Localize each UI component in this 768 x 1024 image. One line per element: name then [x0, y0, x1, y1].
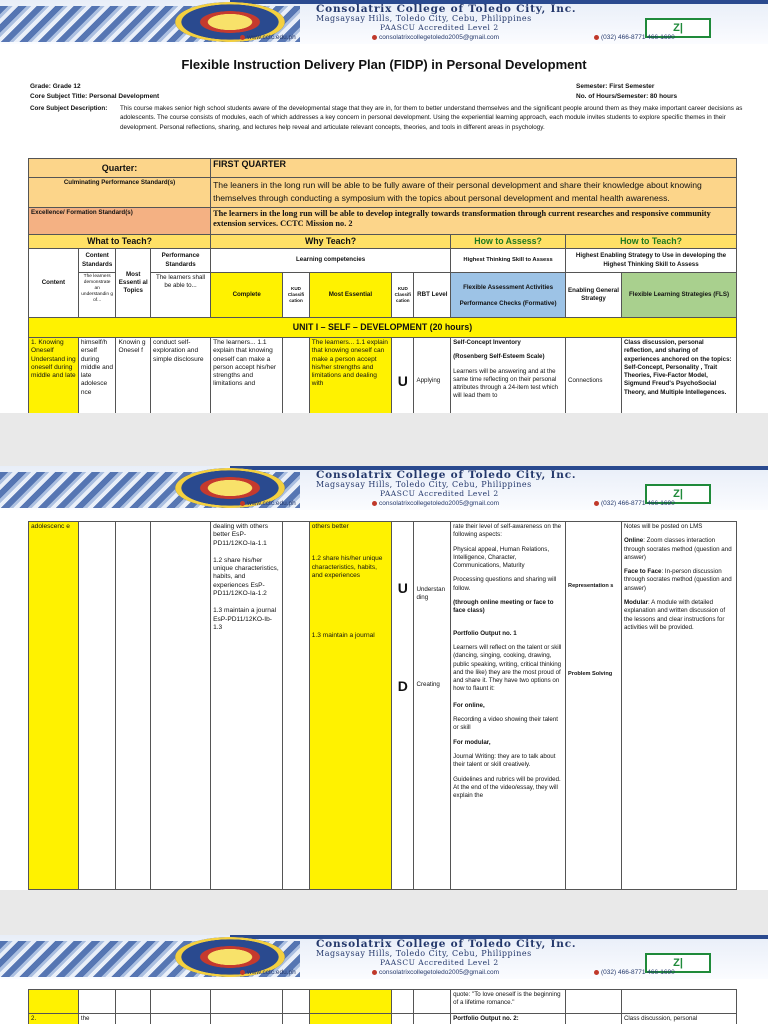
- row2-pc-3: Processing questions and sharing will follow.: [453, 576, 557, 592]
- col-content: Content: [29, 249, 79, 318]
- col-performance-standards: Performance Standards: [151, 249, 211, 273]
- col-content-standards: Content Standards: [78, 249, 116, 273]
- efs-value: The learners in the long run will be able to develop integrally towards transformation through current researches and responsive community extension services. CCTC Mission no. 2: [211, 208, 737, 235]
- row1-most-essential: The learners... 1.1 explain that knowing oneself can make a person accept his/her strengths and limitations and dealing with: [309, 338, 391, 414]
- email: consolatrixcollegetoledo2005@gmail.com: [379, 969, 500, 976]
- row1-most-essential-topics: Knowin g Onesel f: [116, 338, 151, 414]
- mail-icon: [372, 35, 377, 40]
- row2-pc-4: (through online meeting or face to face class): [453, 599, 554, 615]
- row1-performance-standards: conduct self-exploration and simple disclosure: [151, 338, 211, 414]
- website: www.cctc.edu.ph: [247, 34, 296, 41]
- col-most-essential: Most Essential: [309, 273, 391, 318]
- page-3: [0, 935, 768, 1024]
- core-subject-description: [30, 104, 746, 131]
- row2-essential-1-2: 1.2 share his/her unique characteristics, habits, and experiences: [311, 555, 383, 579]
- row2-fls-face-to-face: Face to Face: [623, 568, 662, 576]
- row2-fls-modular: Modular: [623, 599, 649, 607]
- performance-note: The learners shall be able to...: [151, 273, 211, 318]
- row1-rbt: Applying: [414, 338, 451, 414]
- col-flexible-assessment: Flexible Assessment Activities: [463, 283, 554, 291]
- row2-pc-7: For online,: [453, 701, 485, 709]
- row3-pc-quote: quote: "To love oneself is the beginning of a lifetime romance.": [451, 990, 566, 1014]
- web-icon: [240, 35, 245, 40]
- institution-name: Consolatrix College of Toledo City, Inc.: [316, 938, 577, 950]
- row2-rbt-creating: Creating: [416, 680, 440, 688]
- col-complete: Complete: [211, 273, 283, 318]
- page-2: [0, 466, 768, 890]
- row1-pc-sub: (Rosenberg Self-Esteem Scale): [453, 353, 545, 361]
- unit-header: UNIT I – SELF – DEVELOPMENT (20 hours): [29, 318, 737, 338]
- row1-content-standards: himself/h erself during middle and late adolesce nce: [78, 338, 116, 414]
- mail-icon: [372, 501, 377, 506]
- row2-complete-1-2: 1.2 share his/her unique characteristics, habits, and experiences EsP-PD11/12KO-Ia-1.2: [213, 556, 279, 598]
- page-1: [0, 0, 768, 413]
- document-title: Flexible Instruction Delivery Plan (FIDP) in Personal Development: [181, 57, 587, 72]
- row2-rbt-understanding: Understan ding: [416, 586, 446, 602]
- row2-pc-5: Portfolio Output no. 1: [453, 629, 517, 637]
- letterhead: [0, 935, 768, 979]
- row1-kud: U: [392, 338, 414, 414]
- paascu-logo-icon: Z|: [645, 484, 711, 504]
- email: consolatrixcollegetoledo2005@gmail.com: [379, 500, 500, 507]
- hours: No. of Hours/Semester: 80 hours: [576, 93, 678, 100]
- paascu-logo-icon: Z|: [645, 18, 711, 38]
- phone-icon: [594, 501, 599, 506]
- fidp-table-page-2: adolescenc e dealing with others better EsP-PD11/12KO-Ia-1.1 1.2 share his/her unique characteristics, habits, and experiences EsP-PD11/12KO-Ia-1.2 1.3 maintain a journal EsP-PD11/12KO-Ib-1.3 others better 1.2 share his/her unique characteristics, habits, and experiences 1.3 maintain a journal U D Understan ding Creating rate their level of self-awareness on the following aspects: Physical appeal, Human Relations, Intelligence, Character, Communications, Maturity Processing questions and sharing will follow. (through online meeting or face to face class) Portfolio Output no. 1 Learners will reflect on the talent or skill (dancing, singing, cooking, drawing, public speaking, writing, critical thinking and the like) they are the most proud of and share it. They have two options on how to flaunt it: For online, Recording a video showing their talent or skill For modular, Journal Writing: they are to talk about their talent or skill creatively. Guidelines and rubrics will be provided. At the end of the video/essay, they will explain the Representation s Problem Solving Notes will be posted on LMS Online: Zoom classes interaction through socrates method (question and answer) Face to Face: In-person discussion through socrates method (question and answer) Modular: A module with detailed explanation and written discussion of the lessons and clear instructions for activities will be provided.: [28, 521, 737, 890]
- row2-egs-problem-solving: Problem Solving: [568, 671, 613, 678]
- efs-label: Excellence/ Formation Standard(s): [29, 208, 211, 235]
- row2-pc-9: For modular,: [453, 738, 491, 746]
- accreditation: PAASCU Accredited Level 2: [380, 489, 499, 498]
- content-standards-note: The learners demonstrate an understandin g of...: [78, 273, 116, 318]
- row2-fls-1: Notes will be posted on LMS: [623, 523, 703, 530]
- row1-complete: The learners... 1.1 explain that knowing oneself can make a person accept his/her strengths and limitations and: [211, 338, 283, 414]
- institution-address: Magsaysay Hills, Toledo City, Cebu, Philippines: [316, 480, 532, 489]
- row3-fls: Class discussion, personal: [621, 1014, 736, 1024]
- col-fls: Flexible Learning Strategies (FLS): [621, 273, 736, 318]
- row2-pc-6: Learners will reflect on the talent or skill (dancing, singing, cooking, drawing, public speaking, writing, critical thinking and the like) they are the most proud of and share it. They have two options on how to flaunt it:: [453, 643, 562, 693]
- phone: (032) 466-8771 466-1690: [601, 969, 675, 976]
- row3-content-standards: the: [78, 1014, 116, 1024]
- row1-egs: Connections: [566, 338, 622, 414]
- col-most-essential-topics: Most Essenti al Topics: [116, 249, 151, 318]
- fidp-table-page-1: [28, 158, 737, 413]
- col-kud-2: KUD Classifi cation: [392, 273, 414, 318]
- row2-fls-online: Online: [623, 537, 644, 545]
- row1-pc-title: Self-Concept Inventory: [453, 339, 521, 346]
- phone-icon: [594, 35, 599, 40]
- row2-kud-u: U: [397, 580, 408, 596]
- phone-icon: [594, 970, 599, 975]
- how-to-teach: How to Teach?: [566, 235, 737, 249]
- web-icon: [240, 970, 245, 975]
- row1-fls: Class discussion, personal reflection, and sharing of experiences anchored on the topics: Self-Concept, Personality , Trait Theories, Five-Factor Model, Sigmund Freud's PsychoSocial Theory, and Multiple Intellegences.: [621, 338, 736, 414]
- mail-icon: [372, 970, 377, 975]
- how-to-assess: How to Assess?: [451, 235, 566, 249]
- cps-value: The leaners in the long run will be able to be fully aware of their personal development and share their knowledge about knowing themselves through conducting a symposium with the topics about personal development and mental health awareness.: [211, 178, 737, 208]
- row2-pc-2: Physical appeal, Human Relations, Intelligence, Character, Communications, Maturity: [453, 545, 550, 570]
- row3-pc-title: Portfolio Output no. 2:: [451, 1014, 566, 1024]
- col-kud-1: KUD Classifi cation: [283, 273, 309, 318]
- grade: Grade: Grade 12: [30, 83, 81, 90]
- row1-content: 1. Knowing Oneself Understand ing oneself during middle and late: [29, 338, 79, 414]
- row2-pc-8: Recording a video showing their talent or skill: [453, 716, 559, 732]
- paascu-logo-icon: Z|: [645, 953, 711, 973]
- institution-address: Magsaysay Hills, Toledo City, Cebu, Philippines: [316, 949, 532, 958]
- col-hts: Highest Thinking Skill to Assess: [451, 249, 566, 273]
- col-performance-checks: Performance Checks (Formative): [459, 300, 557, 307]
- row2-kud-d: D: [397, 678, 408, 695]
- row2-pc-11: Guidelines and rubrics will be provided. At the end of the video/essay, they will explain the: [453, 775, 561, 800]
- letterhead: [0, 466, 768, 510]
- description-text: This course makes senior high school students aware of the developmental stage that they are in, for them to better understand themselves and the significant people around them as they make important career decisions as adolescents. The course consists of modules, each of which addresses a key concern in personal development. Using the experiential learning approach, each module invites students to explore specific themes in their development. Personal reflections, sharing, and lectures help reveal and articulate relevant concepts, theories, and tools in different areas in psychology.: [120, 105, 743, 131]
- email: consolatrixcollegetoledo2005@gmail.com: [379, 34, 500, 41]
- col-enabling-general-strategy: Enabling General Strategy: [566, 273, 622, 318]
- institution-name: Consolatrix College of Toledo City, Inc.: [316, 469, 577, 481]
- institution-name: Consolatrix College of Toledo City, Inc.: [316, 3, 577, 15]
- quarter-label: Quarter:: [29, 159, 211, 178]
- accreditation: PAASCU Accredited Level 2: [380, 958, 499, 967]
- cps-label: Culminating Performance Standard(s): [29, 178, 211, 208]
- quarter-value: FIRST QUARTER: [211, 159, 737, 178]
- row2-pc-1: rate their level of self-awareness on the following aspects:: [453, 523, 562, 539]
- row2-complete-1-3: 1.3 maintain a journal EsP-PD11/12KO-Ib-1.3: [213, 607, 277, 631]
- row2-content: adolescenc e: [29, 522, 79, 890]
- website: www.cctc.edu.ph: [247, 500, 296, 507]
- row2-essential-1-3: 1.3 maintain a journal: [311, 632, 375, 640]
- row2-pc-10: Journal Writing: they are to talk about their talent or skill creatively.: [453, 752, 556, 769]
- accreditation: PAASCU Accredited Level 2: [380, 23, 499, 32]
- letterhead: [0, 0, 768, 44]
- col-learning-competencies: Learning competencies: [211, 249, 451, 273]
- institution-address: Magsaysay Hills, Toledo City, Cebu, Philippines: [316, 14, 532, 23]
- phone: (032) 466-8771 466-1690: [601, 34, 675, 41]
- core-subject-title: Core Subject Title: Personal Development: [30, 93, 160, 100]
- semester: Semester: First Semester: [576, 83, 655, 90]
- row2-egs-representations: Representation s: [568, 583, 614, 589]
- web-icon: [240, 501, 245, 506]
- why-teach: Why Teach?: [211, 235, 451, 249]
- fidp-table-page-3: [28, 989, 737, 1024]
- row3-content: 2.: [29, 1014, 79, 1024]
- col-rbt-level: RBT Level: [414, 273, 451, 318]
- row2-complete-1-1: dealing with others better EsP-PD11/12KO-Ia-1.1: [213, 523, 269, 547]
- row2-essential-1-1: others better: [311, 523, 349, 530]
- website: www.cctc.edu.ph: [247, 969, 296, 976]
- phone: (032) 466-8771 466-1690: [601, 500, 675, 507]
- col-hes: Highest Enabling Strategy to Use in developing the Highest Thinking Skill to Assess: [566, 249, 737, 273]
- description-label: Core Subject Description:: [30, 105, 108, 112]
- what-to-teach: What to Teach?: [29, 235, 211, 249]
- row1-pc-body: Learners will be answering and at the same time reflecting on their personal attributes through a 24-item test which will lead them to: [453, 367, 558, 400]
